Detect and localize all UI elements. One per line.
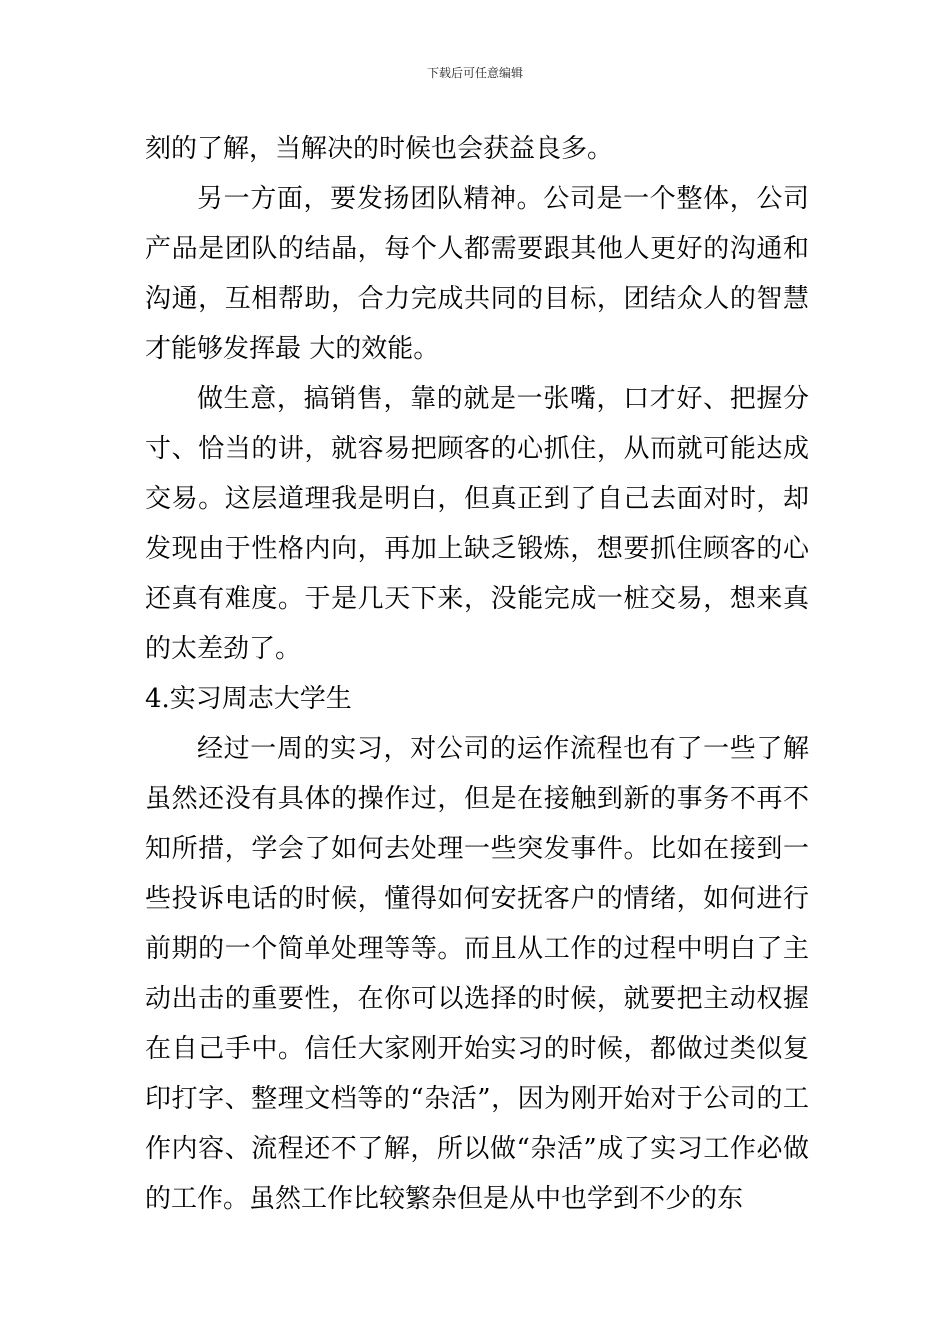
document-body [145, 124, 809, 1224]
paragraph-internship-week: 经过一周的实习，对公司的运作流程也有了一些了解虽然还没有具体的操作过，但是在接触到新的事务不再不知所措，学会了如何去处理一些突发事件。比如在接到一些投诉电话的时候，懂得如何安抚客户的情绪，如何进行前期的一个简单处理等等。而且从工作的过程中明白了主动出击的重要性，在你可以选择的时候，就要把主动权握在自己手中。信任大家刚开始实习的时候，都做过类似复印打字、整理文档等的“杂活”，因为刚开始对于公司的工作内容、流程还不了解，所以做“杂活”成了实习工作必做的工作。虽然工作比较繁杂但是从中也学到不少的东 [145, 734, 809, 1214]
paragraph-sales: 做生意，搞销售，靠的就是一张嘴，口才好、把握分寸、恰当的讲，就容易把顾客的心抓住，从而就可能达成交易。这层道理我是明白，但真正到了自己去面对时，却发现由于性格内向，再加上缺乏锻炼，想要抓住顾客的心还真有难度。于是几天下来，没能完成一桩交易，想来真的太差劲了。 [145, 384, 809, 664]
page-header: 下载后可任意编辑 [426, 66, 523, 80]
section-heading: 4.实习周志大学生 [145, 684, 352, 714]
paragraph-team-spirit: 另一方面，要发扬团队精神。公司是一个整体，公司产品是团队的结晶，每个人都需要跟其他人更好的沟通和沟通，互相帮助，合力完成共同的目标，团结众人的智慧才能够发挥最 大的效能。 [145, 184, 809, 364]
paragraph-continuation: 刻的了解，当解决的时候也会获益良多。 [145, 134, 614, 164]
